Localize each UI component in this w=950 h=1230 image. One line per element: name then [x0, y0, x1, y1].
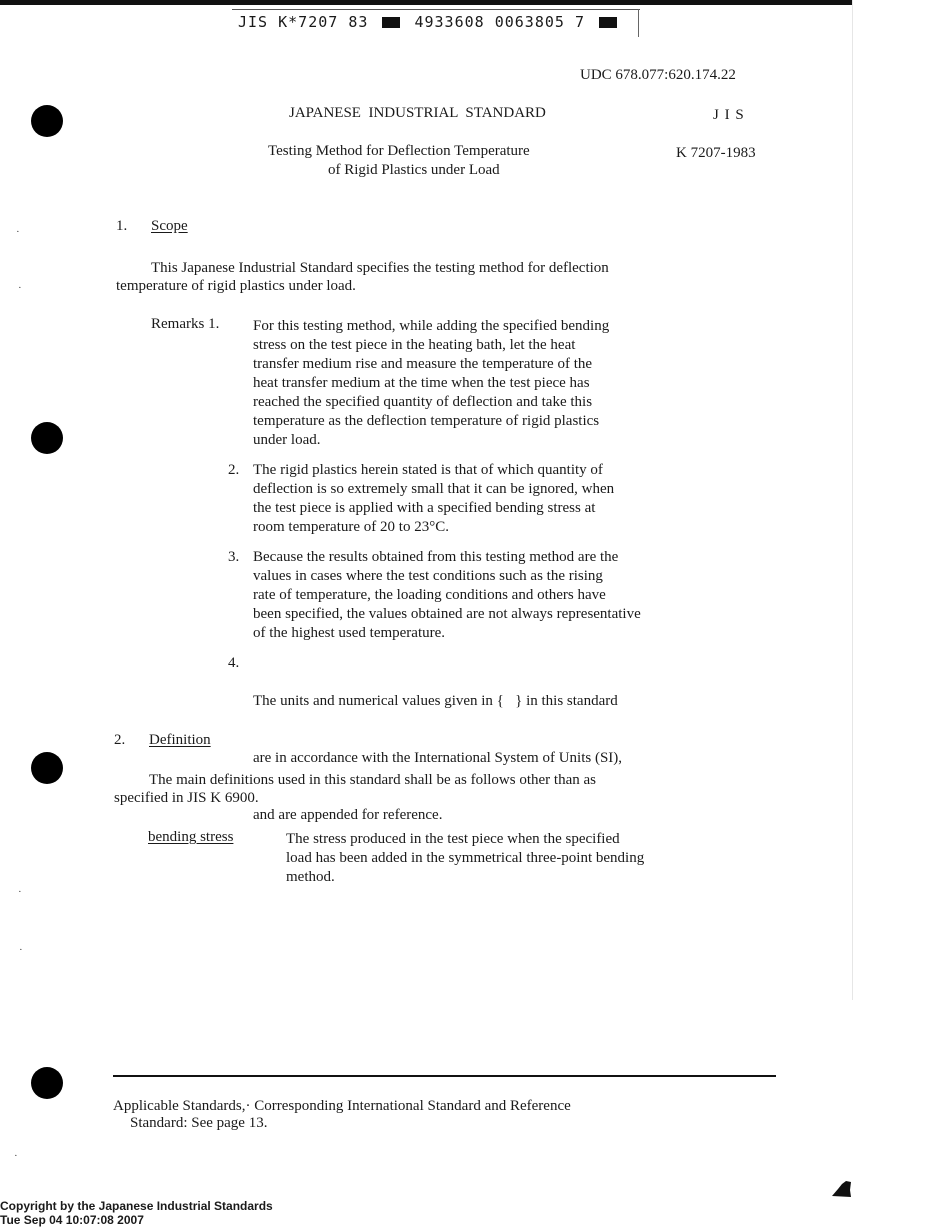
document-title-line2: of Rigid Plastics under Load	[328, 162, 500, 178]
definition-paragraph-line2: specified in JIS K 6900.	[114, 790, 259, 806]
remark1-line: temperature as the deflection temperature of rigid plastics	[253, 413, 600, 429]
jis-mark: J I S	[713, 107, 745, 123]
definition-line: The stress produced in the test piece when the specified	[286, 831, 620, 847]
scan-speck: ·	[18, 886, 22, 898]
remark4-line: The units and numerical values given in { } in this standard	[253, 693, 618, 709]
scan-edge-line	[852, 0, 853, 1000]
remark3-line: been specified, the values obtained are not always representative	[253, 606, 641, 622]
remark4-number: 4.	[228, 655, 240, 671]
remark1-line: reached the specified quantity of deflection and take this	[253, 394, 593, 410]
corner-scan-mark	[830, 1180, 852, 1198]
section2-heading: Definition	[149, 732, 211, 748]
definition-paragraph-line1: The main definitions used in this standard shall be as follows other than as	[149, 772, 596, 788]
redaction-block	[382, 17, 400, 28]
definition-line: load has been added in the symmetrical three-point bending	[286, 850, 645, 866]
punch-hole	[31, 105, 63, 137]
header-tick	[638, 9, 639, 37]
remark2-text	[253, 461, 783, 537]
remark3-line: values in cases where the test conditions such as the rising	[253, 568, 603, 584]
remark3-line: of the highest used temperature.	[253, 625, 446, 641]
scope-paragraph-line2: temperature of rigid plastics under load.	[116, 278, 356, 294]
header-rule	[232, 9, 640, 10]
scope-paragraph-line1: This Japanese Industrial Standard specifies the testing method for deflection	[151, 260, 609, 276]
remark1-line: stress on the test piece in the heating bath, let the heat	[253, 337, 576, 353]
remark2-line: room temperature of 20 to 23°C.	[253, 519, 449, 535]
definition-line: method.	[286, 869, 335, 885]
remark3-text	[253, 548, 783, 643]
scan-speck: ·	[18, 282, 22, 294]
remark3-line: rate of temperature, the loading conditions and others have	[253, 587, 606, 603]
section2-number: 2.	[114, 732, 126, 748]
scan-speck: ·	[19, 944, 23, 956]
applicable-standards-line1: Applicable Standards,· Corresponding International Standard and Reference	[113, 1098, 571, 1114]
remark4-line: and are appended for reference.	[253, 807, 443, 823]
bending-stress-definition	[286, 830, 816, 887]
remark4-text	[253, 654, 783, 844]
remark1-line: heat transfer medium at the time when the test piece has	[253, 375, 590, 391]
remark2-line: the test piece is applied with a specified bending stress at	[253, 500, 596, 516]
section1-heading: Scope	[151, 218, 188, 234]
document-title-line1: Testing Method for Deflection Temperature	[268, 143, 530, 159]
copyright-line1: Copyright by the Japanese Industrial Standards	[0, 1199, 273, 1213]
remark1-line: transfer medium rise and measure the temperature of the	[253, 356, 593, 372]
remark2-line: The rigid plastics herein stated is that of which quantity of	[253, 462, 603, 478]
redaction-block	[599, 17, 617, 28]
remark1-text	[253, 317, 783, 450]
punch-hole	[31, 1067, 63, 1099]
standard-title: JAPANESE INDUSTRIAL STANDARD	[289, 105, 546, 121]
remark1-line: under load.	[253, 432, 321, 448]
header-code-part2: 4933608 0063805 7	[414, 13, 585, 31]
remark2-line: deflection is so extremely small that it can be ignored, when	[253, 481, 615, 497]
remark1-line: For this testing method, while adding the specified bending	[253, 318, 610, 334]
remark4-line: are in accordance with the International System of Units (SI),	[253, 750, 623, 766]
header-code-part1: JIS K*7207 83	[238, 13, 369, 31]
footer-rule	[113, 1075, 776, 1077]
punch-hole	[31, 752, 63, 784]
copyright-timestamp: Tue Sep 04 10:07:08 2007	[0, 1213, 144, 1227]
remark2-number: 2.	[228, 462, 240, 478]
scan-speck: ·	[14, 1150, 18, 1162]
applicable-standards-line2: Standard: See page 13.	[130, 1115, 268, 1131]
term-bending-stress: bending stress	[148, 829, 234, 845]
section1-number: 1.	[116, 218, 128, 234]
punch-hole	[31, 422, 63, 454]
scan-speck: ·	[16, 226, 20, 238]
scan-top-bar	[0, 0, 852, 5]
remarks-label: Remarks 1.	[151, 316, 220, 332]
standard-number: K 7207-1983	[676, 145, 756, 161]
header-code	[238, 13, 621, 31]
remark3-number: 3.	[228, 549, 240, 565]
remark3-line: Because the results obtained from this testing method are the	[253, 549, 619, 565]
udc-code: UDC 678.077:620.174.22	[580, 67, 736, 83]
